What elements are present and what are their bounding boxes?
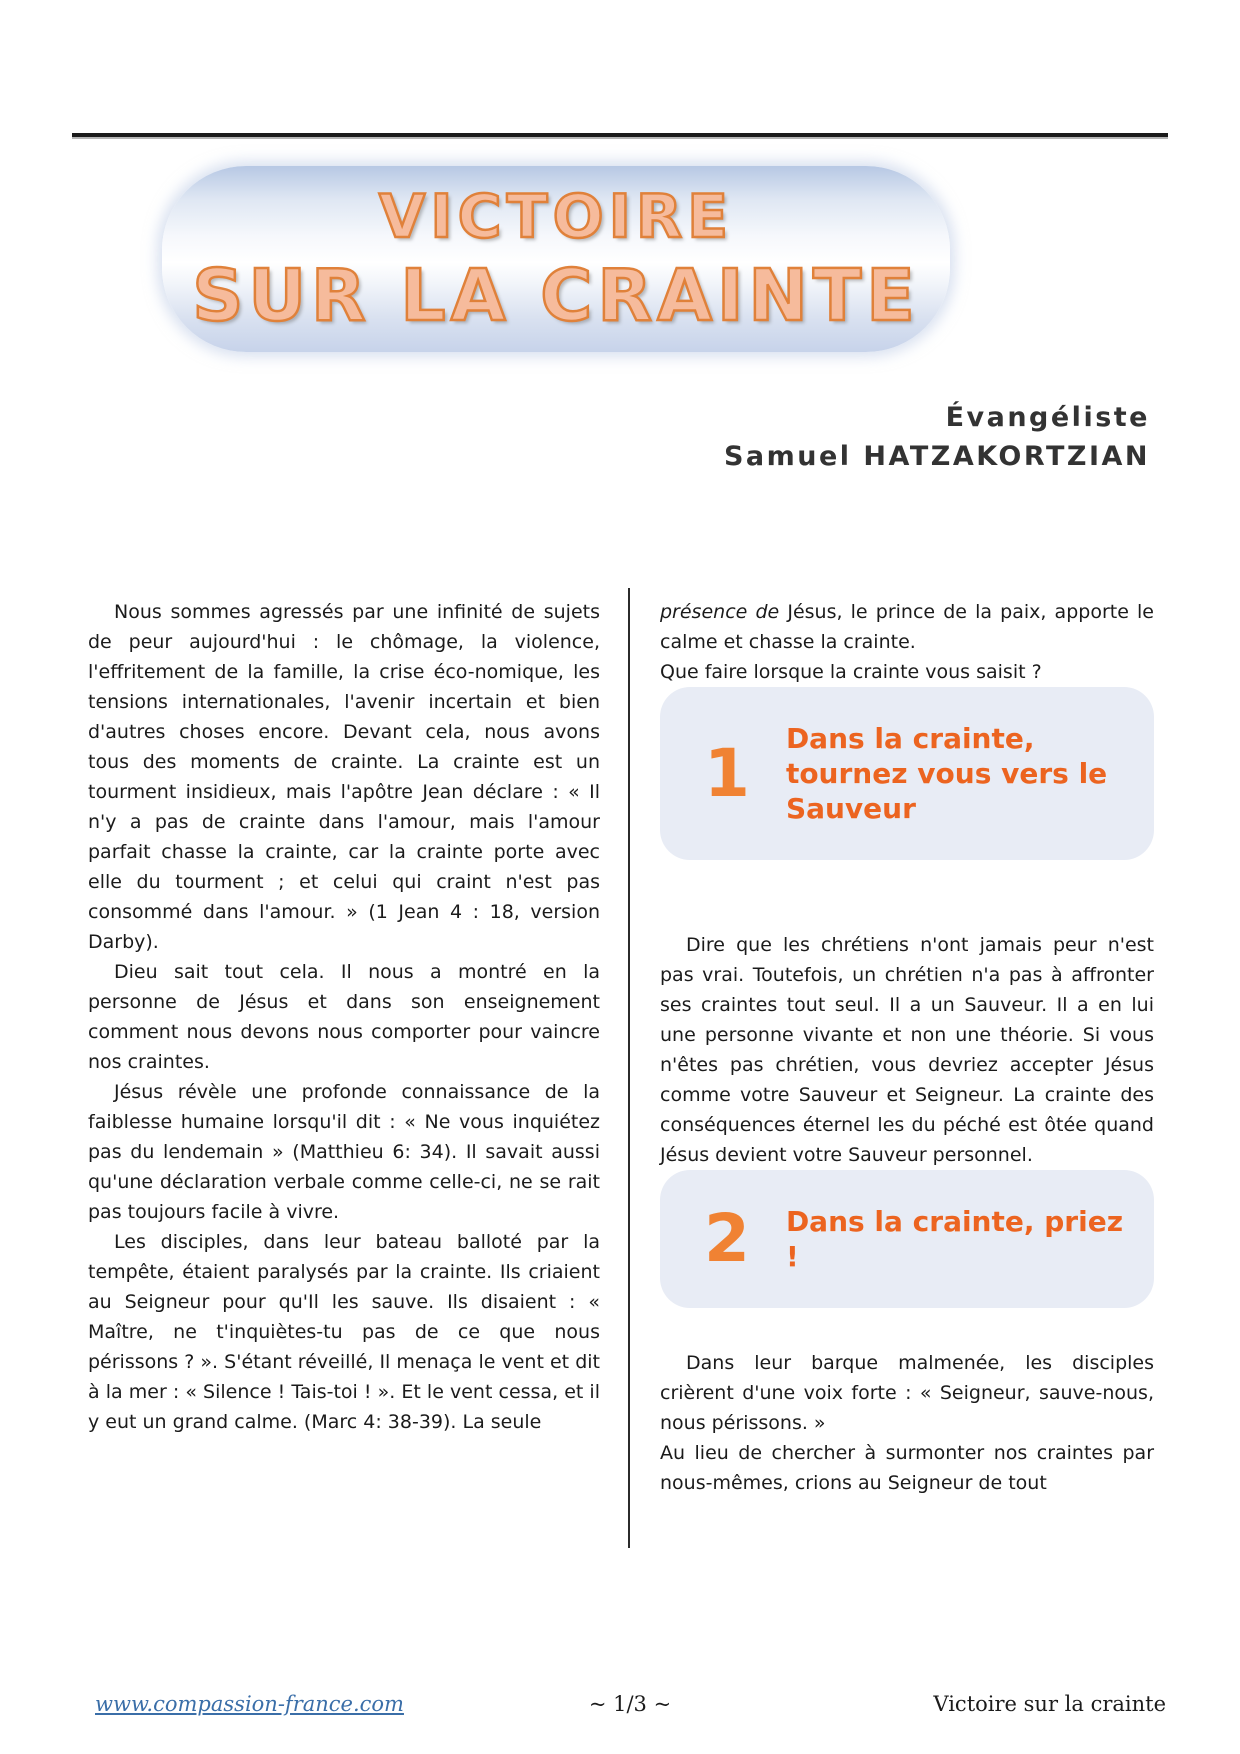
footer-website-link[interactable]: www.compassion-france.com (95, 1692, 404, 1716)
paragraph-jesus-revele: Jésus révèle une profonde connaissance de la faiblesse humaine lorsqu'il dit : « Ne vous inquiétez pas du lendemain » (Matthieu 6: 34). Il savait aussi qu'une déclaration verbale comme celle-ci, ne se rait pas toujours facile à vivre. (88, 1081, 600, 1223)
document-title-line-1: VICTOIRE (378, 182, 734, 252)
section-1-title: Dans la crainte, tournez vous vers le Sauveur (785, 722, 1108, 825)
paragraph-question: Que faire lorsque la crainte vous saisit ? (660, 661, 1042, 683)
top-rule (72, 133, 1168, 137)
paragraph-dire-que: Dire que les chrétiens n'ont jamais peur n'est pas vrai. Toutefois, un chrétien n'a pas à affronter ses craintes tout seul. Il a un Sauveur. Il a en lui une personne vivante et non une théorie. Si vous n'êtes pas chrétien, vous devriez accepter Jésus comme votre Sauveur et Seigneur. La crainte des conséquences éternel les du péché est ôtée quand Jésus devient votre Sauveur personnel. (660, 934, 1154, 1166)
paragraph-au-lieu: Au lieu de chercher à surmonter nos craintes par nous-mêmes, crions au Seigneur de tout (660, 1442, 1154, 1494)
section-2-box (660, 1170, 1154, 1308)
section-1-box (660, 687, 1154, 860)
lead-rest-text: Jésus, le prince de la paix, apporte le calme et chasse la crainte. (660, 601, 1154, 653)
paragraph-dieu-sait: Dieu sait tout cela. Il nous a montré en la personne de Jésus et dans son enseignement comment nous devons nous comporter pour vaincre nos craintes. (88, 961, 600, 1073)
paragraph-lead (660, 597, 1154, 657)
paragraph-barque: Dans leur barque malmenée, les disciples crièrent d'une voix forte : « Seigneur, sauve-nous, nous périssons. » (660, 1352, 1154, 1434)
section-1-number: 1 (704, 734, 750, 812)
footer-document-title: Victoire sur la crainte (933, 1692, 1166, 1716)
paragraph-intro: Nous sommes agressés par une infinité de sujets de peur aujourd'hui : le chômage, la violence, l'effritement de la famille, la crise éco-nomique, les tensions internationales, l'avenir incertain et bien d'autres choses encore. Devant cela, nous avons tous des moments de crainte. La crainte est un tourment insidieux, mais l'apôtre Jean déclare : « Il n'y a pas de crainte dans l'amour, mais l'amour parfait chasse la crainte, car la crainte porte avec elle du tourment ; et celui qui craint n'est pas consommé dans l'amour. » (1 Jean 4 : 18, version Darby). (88, 601, 600, 953)
paragraph-les-disciples: Les disciples, dans leur bateau balloté par la tempête, étaient paralysés par la crainte. Ils criaient au Seigneur pour qu'Il les sauve. Ils disaient : « Maître, ne t'inquiètes-tu pas de ce que nous périssons ? ». S'étant réveillé, Il menaça le vent et dit à la mer : « Silence ! Tais-toi ! ». Et le vent cessa, et il y eut un grand calme. (Marc 4: 38-39). La seule (88, 1231, 600, 1433)
right-column (660, 597, 1154, 1498)
left-column (88, 597, 600, 1437)
column-divider (628, 588, 630, 1548)
footer-page-indicator: ~ 1/3 ~ (588, 1692, 672, 1716)
author-role: Évangéliste (945, 402, 1150, 433)
title-banner (162, 166, 950, 352)
author-block (724, 398, 1150, 476)
section-2-title: Dans la crainte, priez ! (785, 1205, 1123, 1273)
section-2-number: 2 (704, 1200, 750, 1278)
document-title-line-2: SUR LA CRAINTE (192, 254, 920, 337)
author-name: Samuel HATZAKORTZIAN (723, 441, 1150, 472)
lead-italic-text: présence de (660, 601, 780, 623)
